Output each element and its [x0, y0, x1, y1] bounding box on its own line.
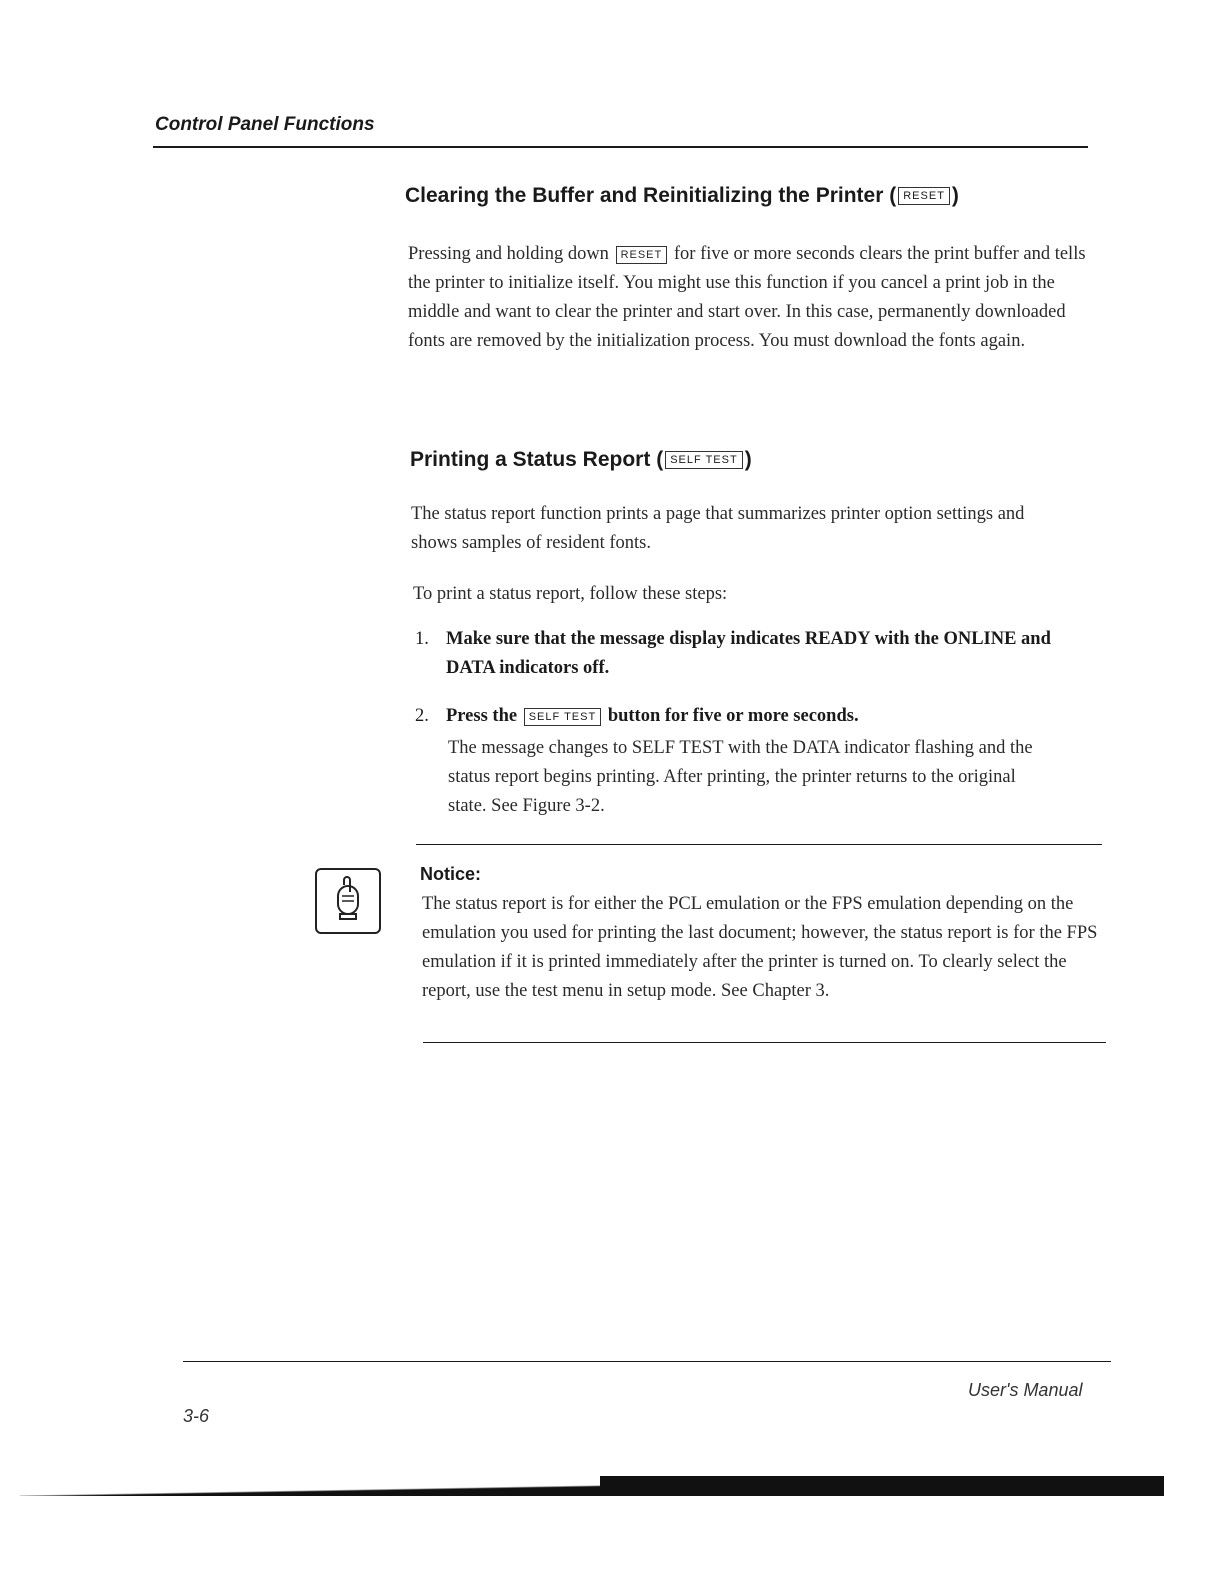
step-1 — [415, 620, 1075, 682]
page-number: 3-6 — [183, 1406, 210, 1426]
section-heading-text: Printing a Status Report — [410, 448, 651, 471]
footer-rule — [183, 1361, 1111, 1362]
section2-lead: To print a status report, follow these steps: — [413, 584, 728, 604]
section-heading-clearing-buffer: Clearing the Buffer and Reinitializing the Printer ( RESET ) — [405, 184, 959, 207]
reset-key-inline: RESET — [616, 246, 668, 264]
notice-bottom-rule — [423, 1042, 1106, 1043]
scan-edge-bar-solid — [600, 1476, 1164, 1496]
section-heading-status-report: Printing a Status Report ( SELF TEST ) — [410, 448, 752, 471]
reset-key-label: RESET — [898, 187, 950, 205]
header-rule — [153, 146, 1088, 148]
step-text-rest: button for five or more seconds. — [607, 706, 859, 726]
step-text: Make sure that the message display indicates READY with the ONLINE and DATA indicators off. — [446, 629, 1051, 678]
notice-label: Notice: — [420, 864, 482, 884]
step-2 — [415, 698, 1075, 828]
notice-text: The status report is for either the PCL emulation or the FPS emulation depending on the emulation you used for printing the last document; however, the status report is for the FPS emulation if it is printed immediately after the printer is turned on. To clearly select the report, use the test menu in setup mode. See Chapter 3. — [422, 894, 1098, 1001]
step-text-lead: Press the — [446, 706, 518, 726]
step-number: 1. — [415, 629, 429, 649]
step-text — [446, 702, 1056, 731]
section-heading-text: Clearing the Buffer and Reinitializing the Printer — [405, 184, 884, 207]
section1-body-lead: Pressing and holding down — [408, 244, 609, 264]
self-test-key-label: SELF TEST — [665, 451, 742, 469]
section2-intro: The status report function prints a page that summarizes printer option settings and shows samples of resident fonts. — [411, 504, 1025, 553]
self-test-key-inline: SELF TEST — [524, 708, 601, 726]
section1-body-rest: for five or more seconds clears the print buffer and tells the printer to initialize itself. You might use this function if you cancel a print job in the middle and want to clear the printer and start over. In this case, permanently downloaded fonts are removed by the initialization process. You must download the fonts again. — [408, 244, 1086, 351]
pointing-hand-icon — [315, 868, 381, 934]
notice-top-rule — [416, 844, 1102, 845]
running-header: Control Panel Functions — [155, 114, 375, 135]
footer-manual-title: User's Manual — [968, 1380, 1083, 1400]
section1-body — [408, 240, 1088, 356]
step-detail: The message changes to SELF TEST with the DATA indicator flashing and the status report begins printing. After printing, the printer returns to the original state. See Figure 3-2. — [448, 738, 1033, 816]
step-number: 2. — [415, 706, 429, 726]
